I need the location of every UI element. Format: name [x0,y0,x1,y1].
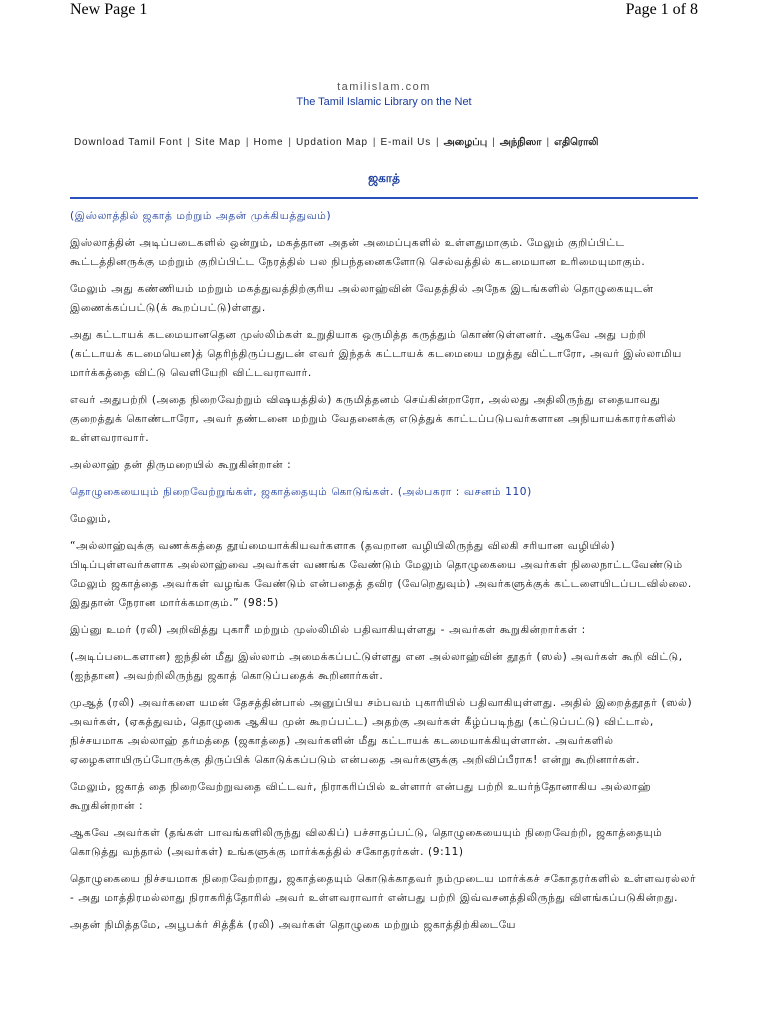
nav-reply[interactable]: எதிரொலி [554,137,599,148]
title-divider [70,197,698,199]
paragraph: முஆத் (ரலி) அவர்களை யமன் தேசத்தின்பால் அனுப்பிய சம்பவம் புகாரியில் பதிவாகியுள்ளது. அதில் இறைத்தூதர் (ஸல்) அவர்கள், (ஏகத்துவம், தொழுகை ஆகிய முன் கூறப்பட்ட) அதற்கு அவர்கள் கீழ்ப்படிந்து (கட்டுப்பட்டு) விட்டால், நிச்சயமாக அல்லாஹ் தர்மத்தை (ஜகாத்தை) அவர்களின் மீது கட்டாயக் கடமையாக்கியுள்ளான். அவர்களில் ஏழைகளாயிருப்போருக்கு திருப்பிக் கொடுக்கப்படும் என்பதை அவர்களுக்கு அறிவிப்பீராக! என்று கூறினார்கள். [70,697,693,766]
nav-separator: | [546,137,550,148]
paragraph: அது கட்டாயக் கடமையானதென முஸ்லிம்கள் உறுதியாக ஒருமித்த கருத்தும் கொண்டுள்ளனர். ஆகவே அது பற்றி (கட்டாயக் கடமையென)த் தெரிந்திருப்பதுடன் எவர் இந்தக் கட்டாயக் கடமையை மறுத்து விட்டாரோ, அவர் இஸ்லாமிய மார்க்கத்தை விட்டு வெளியேறி விட்டவராவார். [70,329,682,379]
paragraph: மேலும் அது கண்ணியம் மற்றும் மகத்துவத்திற்குரிய அல்லாஹ்வின் வேதத்தில் அநேக இடங்களில் தொழுகையுடன் இணைக்கப்பட்டு(க் கூறப்பட்டு)ள்ளது. [70,283,654,314]
paragraph: (அடிப்படைகளான) ஐந்தின் மீது இஸ்லாம் அமைக்கப்பட்டுள்ளது என அல்லாஹ்வின் தூதர் (ஸல்) அவர்கள் கூறி விட்டு, (ஐந்தான) அவற்றிலிருந்து ஜகாத் கொடுப்பதைக் கூறினார்கள். [70,651,683,682]
paragraph: தொழுகையை நிச்சயமாக நிறைவேற்றாது, ஜகாத்தையும் கொடுக்காதவர் நம்முடைய மார்க்கச் சகோதரர்களில் உள்ளவரல்லர் - அது மாத்திரமல்லாது நிராகரித்தோரில் அவர் உள்ளவராவார் என்பது பற்றி இவ்வசனத்திலிருந்து விளங்கப்படுகின்றது. [70,873,697,904]
article-subheading: (இஸ்லாத்தில் ஜகாத் மற்றும் அதன் முக்கியத்துவம்) [70,210,332,222]
nav-updation-map[interactable]: Updation Map [295,137,368,148]
site-domain: tamilislam.com [337,81,431,93]
paragraph: மேலும், [70,513,112,525]
nav-annisa[interactable]: அந்நிஸா [499,137,542,148]
paragraph: ஆகவே அவர்கள் (தங்கள் பாவங்களிலிருந்து விலகிப்) பச்சாதப்பட்டு, தொழுகையையும் நிறைவேற்றி, ஜகாத்தையும் கொடுத்து வந்தால் (அவர்கள்) உங்களுக்கு மார்க்கத்தில் சகோதரர்கள். (9:11) [70,827,663,858]
nav-separator: | [245,137,249,148]
nav-separator: | [372,137,376,148]
pdf-page-number: Page 1 of 8 [625,1,698,18]
paragraph: அதன் நிமித்தமே, அபூபக்ர் சித்தீக் (ரலி) அவர்கள் தொழுகை மற்றும் ஜகாத்திற்கிடையே [70,919,517,931]
paragraph: இஸ்லாத்தின் அடிப்படைகளில் ஒன்றும், மகத்தான அதன் அமைப்புகளில் உள்ளதுமாகும். மேலும் குறிப்பிட்ட கூட்டத்தினருக்கு மற்றும் குறிப்பிட்ட நேரத்தில் பல நிபந்தனைகளோடு செல்வத்தில் கடமையான உரிமையுமாகும். [70,237,646,268]
paragraph: எவர் அதுபற்றி (அதை நிறைவேற்றும் விஷயத்தில்) கருமித்தனம் செய்கின்றாரோ, அல்லது அதிலிருந்து எதையாவது குறைத்துக் கொண்டாரோ, அவர் தண்டனை மற்றும் வேதனைக்கு எடுத்துக் காட்டப்படுபவர்களான அநியாயக்காரர்களில் உள்ளவராவார். [70,394,677,444]
quran-quote: தொழுகையையும் நிறைவேற்றுங்கள், ஜகாத்தையும் கொடுங்கள். (அல்பகரா : வசனம் 110) [70,486,532,498]
site-tagline: The Tamil Islamic Library on the Net [296,96,472,108]
pdf-page-header [0,0,768,22]
paragraph: இப்னு உமர் (ரலி) அறிவித்து புகாரீ மற்றும் முஸ்லிமில் பதிவாகியுள்ளது - அவர்கள் கூறுகின்றார்கள் : [70,624,586,636]
paragraph: அல்லாஹ் தன் திருமறையில் கூறுகின்றான் : [70,459,292,471]
nav-separator: | [187,137,191,148]
nav-site-map[interactable]: Site Map [195,137,241,148]
nav-separator: | [436,137,439,148]
pdf-page-title: New Page 1 [70,1,148,18]
nav-email-us[interactable]: E-mail Us [380,137,432,148]
nav-download-font[interactable]: Download Tamil Font [74,137,183,148]
nav-invitation[interactable]: அழைப்பு [443,137,488,148]
nav-separator: | [288,137,291,148]
article-body [70,207,698,943]
page-title: ஜகாத் [368,171,400,185]
paragraph: மேலும், ஜகாத் தை நிறைவேற்றுவதை விட்டவர், நிராகரிப்பில் உள்ளார் என்பது பற்றி உயர்ந்தோனாகிய அல்லாஹ் கூறுகின்றான் : [70,781,652,812]
quote-paragraph: “அல்லாஹ்வுக்கு வணக்கத்தை தூய்மையாக்கியவர்களாக (தவறான வழியிலிருந்து விலகி சரியான வழியில்) பிடிப்புள்ளவர்களாக அல்லாஹ்வை அவர்கள் வணங்க வேண்டும் மேலும் தொழுகையை அவர்கள் நிலைநாட்டவேண்டும் மேலும் ஜகாத்தை அவர்கள் வழங்க வேண்டும் என்பதைத் தவிர (வேறெதுவும்) அவர்களுக்குக் கட்டளையிடப்படவில்லை. இதுதான் நேரான மார்க்கமாகும்.” (98:5) [70,540,692,609]
top-navigation [74,137,714,149]
nav-separator: | [492,137,495,148]
nav-home[interactable]: Home [253,137,284,148]
